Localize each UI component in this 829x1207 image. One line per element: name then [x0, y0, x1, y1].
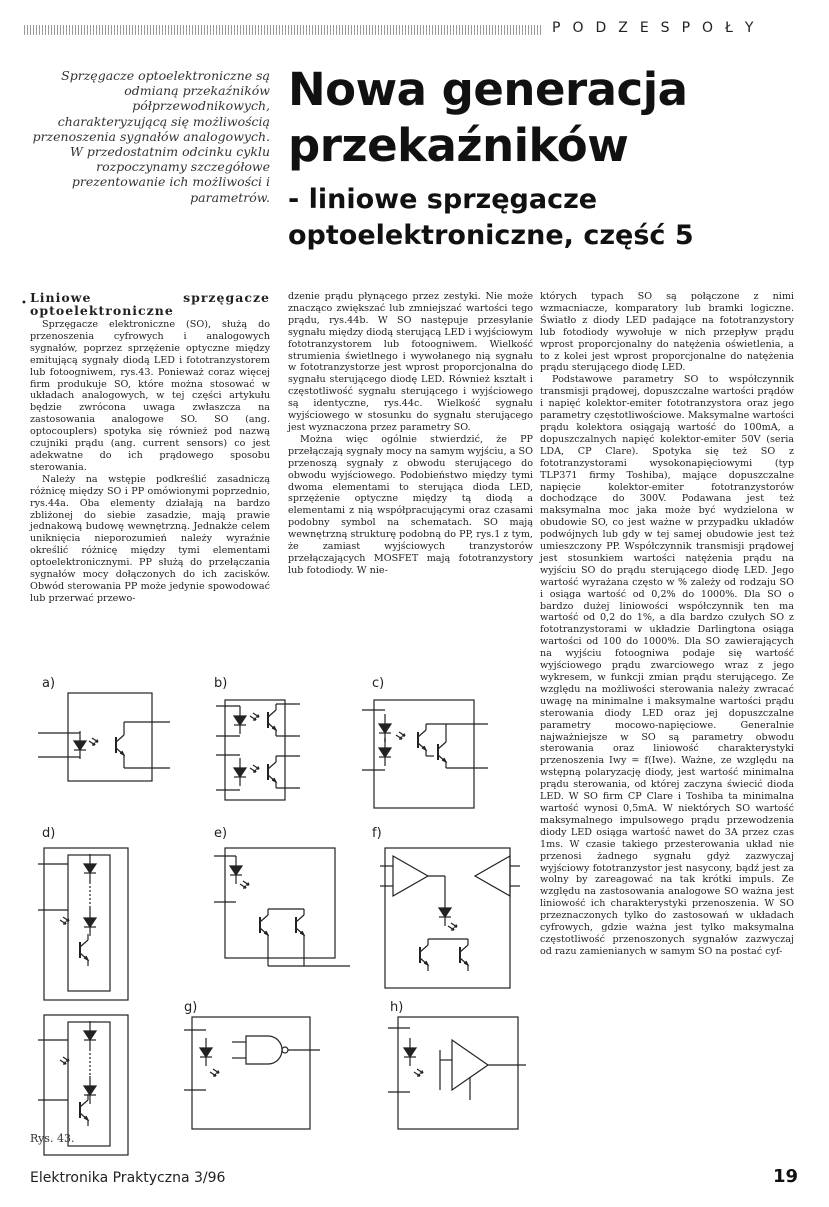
- section-label: PODZESPOŁY: [552, 20, 766, 36]
- diagram-h: [388, 1017, 526, 1129]
- figure-caption: Rys. 43.: [30, 1132, 75, 1145]
- article-lead: Sprzęgacze optoelektroniczne są odmianą przekaźników półprzewodnikowych, charakteryzującą się możliwością przenoszenia sygnałów analogowych. W przedostatnim odcinku cyklu rozpoczynamy szczegółowe prezentowanie ich możliwości i parametrów.: [32, 68, 270, 205]
- title-line-1: Nowa generacja: [288, 63, 688, 116]
- figure-label-a: a): [42, 676, 56, 691]
- figure-label-f: f): [372, 826, 382, 841]
- paragraph: Należy na wstępie podkreślić zasadniczą różnicę między SO i PP omówionymi poprzednio, rys.44a. Oba elementy działają na bardzo zbliżonej do siebie zasadzie, mają prawie jednakową budowę wewnętrzną. Jednakże celem uniknięcia nieporozumień należy wyraźnie określić różnicę między tymi elementami optoelektronicznymi. PP służą do przełączania sygnałów mocy dołączonych do ich zacisków. Obwód sterowania PP może jedynie spowodować lub przerwać przewo-: [30, 473, 270, 604]
- diagram-c: [362, 700, 488, 808]
- paragraph: Można więc ogólnie stwierdzić, że PP przełączają sygnały mocy na samym wyjściu, a SO przenoszą sygnały z obwodu sterującego do obwodu wyjściowego. Podobieństwo między tymi dwoma elementami to sterująca dioda LED, sprzężenie optyczne między tą diodą a elementami z nią współpracującymi oraz czasami podobny symbol na schematach. SO mają wewnętrzną strukturę podobną do PP, rys.1 z tym, że zamiast wyjściowych tranzystorów przełączających MOSFET mają fototranzystory lub fotodiody. W nie-: [288, 433, 533, 576]
- figure-label-e: e): [214, 826, 228, 841]
- figure-label-c: c): [372, 676, 385, 691]
- section-heading: Liniowe sprzęgacze optoelektroniczne: [30, 290, 270, 318]
- subtitle-line-2: optoelektroniczne, część 5: [288, 220, 694, 251]
- diagram-e: [214, 848, 350, 966]
- page-number: 19: [773, 1166, 799, 1187]
- diagram-f: [380, 848, 520, 988]
- paragraph: których typach SO są połączone z nimi wzmacniacze, komparatory lub bramki logiczne. Światło z diody LED padające na fototranzystory lub fotodiody wywołuje w nich przepływ prądu wprost proporcjonalny do natężenia oświetlenia, a to z kolei jest wprost proporcjonalne do natężenia prądu sterującego diodę LED.: [540, 291, 794, 374]
- footer-magazine: Elektronika Praktyczna 3/96: [30, 1170, 226, 1186]
- bullet-icon: •: [21, 298, 27, 309]
- diagram-a: [38, 693, 170, 781]
- paragraph: Podstawowe parametry SO to współczynnik transmisji prądowej, dopuszczalne wartości prądów i napięć kolektor-emiter fototranzystora oraz jego parametry częstotliwościowe. Maksymalne wartości prądu kolektora osiągają wartość do 100mA, a dopuszczalnych napięć kolektor-emiter 50V (seria LDA, CP Clare). Spotyka się też SO z fototranzystorami wysokonapięciowymi (typ TLP371 firmy Toshiba), mające dopuszczalne napięcie kolektor-emiter fototranzystorów dochodzące do 300V. Podawana jest też maksymalna moc jaka może być wydzielona w obudowie SO, co jest ważne w przypadku układów podwójnych lub gdy w tej samej obudowie jest też umieszczony PP. Współczynnik transmisji prądowej jest stosunkiem wartości natężenia prądu na wyjściu SO do prądu sterującego diodę LED. Jego wartość wyrażana często w % zależy od rodzaju SO i osiąga wartość od 0,2% do 1000%. Dla SO o bardzo dużej liniowości współczynnik ten ma wartość od 0,2 do 1%, a dla bardzo czułych SO z fototranzystorami w układzie Darlingtona osiąga wartości od 100 do 1000%. Dla SO zawierających na wyjściu fotoogniwa podaje się wartość wyjściowego prądu zwarciowego wraz z jego wykresem, w funkcji zmian prądu sterującego. Ze względu na możliwości sterowania należy zwracać uwagę na minimalne i maksymalne wartości prądu sterowania diody LED oraz jej dopuszczalne parametry mocowo-napięciowe. Generalnie najważniejsze w SO są parametry obwodu sterowania oraz liniowość charakterystyki przenoszenia Iwy = f(Iwe). Ważne, ze względu na wstępną polaryzację diody, jest wartość minimalna prądu sterowania, od której zaczyna świecić dioda LED. W SO firm CP Clare i Toshiba ta minimalna wartość wynosi 0,5mA. W niektórych SO wartość maksymalnego impulsowego prądu przewodzenia diody LED osiąga wartość nawet do 3A przez czas 1ms. W czasie takiego przesterowania układ nie przenosi żadnego sygnału gdyż zazwyczaj wyjściowy fototranzystor jest nasycony, bądź jest za wolny by zareagować na tak krótki impuls. Ze względu na zastosowania analogowe SO ważna jest liniowość ich charakterystyki przenoszenia. W SO przeznaczonych tylko do zastosowań w układach cyfrowych, gdzie ważna jest tylko maksymalna częstotliwość przenoszonych sygnałów zazwyczaj od razu zamienianych w samym SO na postać cyf-: [540, 374, 794, 957]
- diagram-g: [184, 1017, 320, 1129]
- figure-label-g: g): [184, 1000, 198, 1015]
- figure-label-b: b): [214, 676, 228, 691]
- figure-label-d: d): [42, 826, 56, 841]
- figure-label-h: h): [390, 1000, 404, 1015]
- title-line-2: przekaźników: [288, 119, 629, 172]
- diagram-d: [38, 848, 128, 1155]
- paragraph: Sprzęgacze elektroniczne (SO), służą do przenoszenia cyfrowych i analogowych sygnałów, poprzez sprzężenie optyczne między emitującą sygnały diodą LED i fototranzystorem lub fotoogniwem, rys.43. Ponieważ coraz więcej firm produkuje SO, które można stosować w układach analogowych, w tej części artykułu będzie zwrócona uwaga zwłaszcza na zastosowania analogowe SO. SO (ang. optocouplers) spotyka się również pod nazwą czujniki prądu (ang. current sensors) co jest adekwatne do ich prądowego sposobu sterowania.: [30, 319, 270, 473]
- subtitle-line-1: - liniowe sprzęgacze: [288, 184, 598, 215]
- diagram-b: [216, 700, 300, 800]
- paragraph: dzenie prądu płynącego przez zestyki. Nie może znacząco zwiększać lub zmniejszać wartości tego prądu, rys.44b. W SO następuje przesyłanie sygnału między diodą sterującą LED i wyjściowym fototranzystorem lub fotoogniwem. Wielkość strumienia świetlnego i wywołanego nią sygnału w fototranzystorze jest wprost proporcjonalna do sygnału sterującego diodę LED. Również kształt i częstotliwość sygnału sterującego i wyjściowego są identyczne, rys.44c. Wielkość sygnału wyjściowego w stosunku do sygnału sterującego jest wyznaczona przez parametry SO.: [288, 291, 533, 433]
